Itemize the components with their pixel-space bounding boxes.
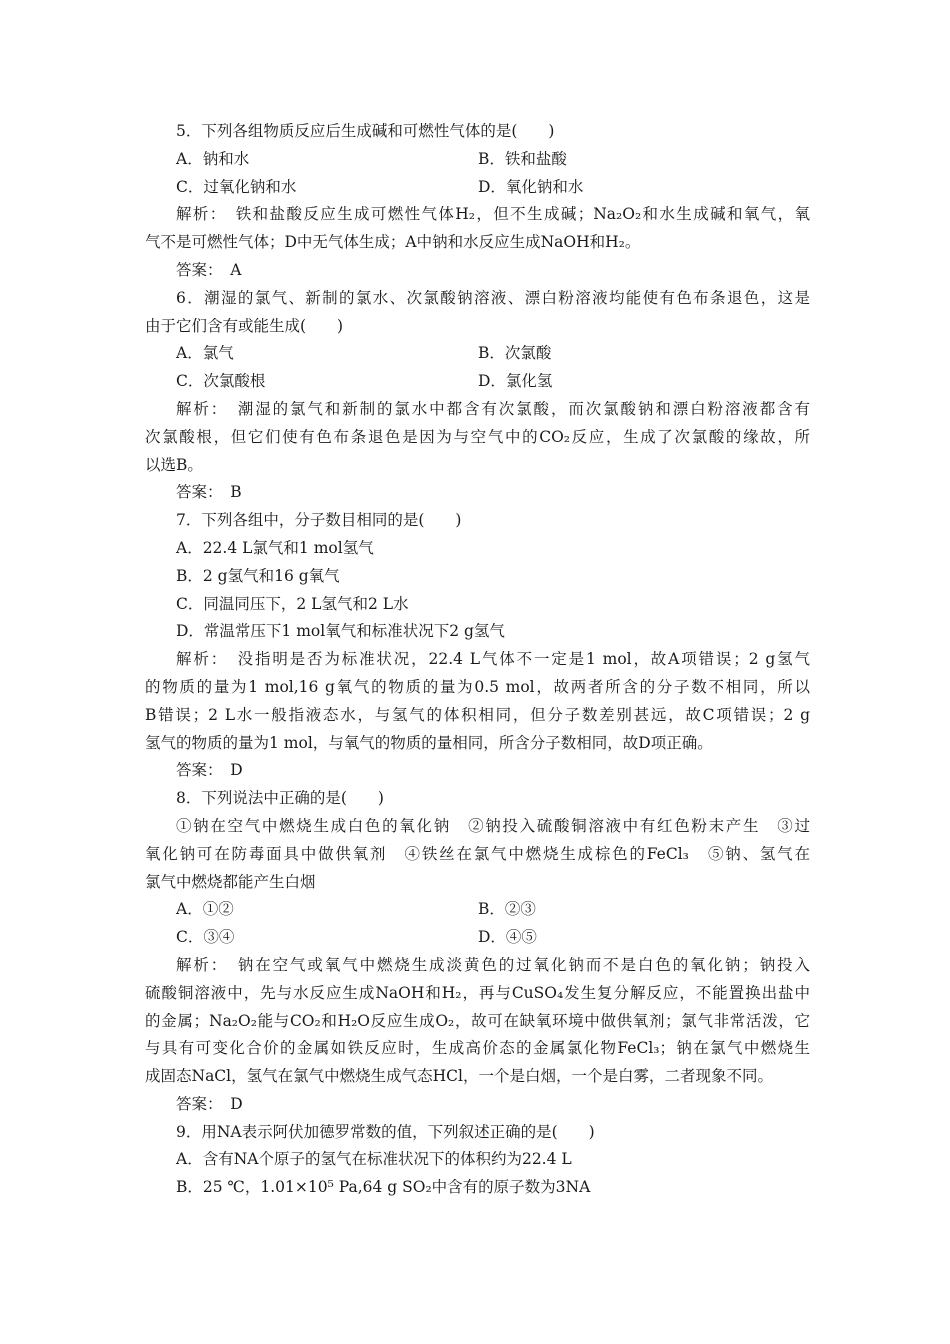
q8-analysis-line-2: 硫酸铜溶液中，先与水反应生成NaOH和H₂，再与CuSO₄发生复分解反应，不能置换出盐中: [145, 983, 810, 1002]
q8-option-a: A．①②: [176, 900, 234, 919]
q8-option-d: D．④⑤: [478, 928, 537, 947]
q6-option-d: D．氯化氢: [478, 372, 553, 391]
q7-stem: 7．下列各组中，分子数目相同的是( ): [176, 511, 462, 530]
q8-answer: 答案： D: [176, 1094, 243, 1113]
q5-option-c: C．过氧化钠和水: [176, 177, 297, 196]
q6-option-b: B．次氯酸: [478, 344, 552, 363]
q5-options-row-2: [145, 174, 810, 202]
q9-stem: 9．用NA表示阿伏加德罗常数的值，下列叙述正确的是( ): [176, 1122, 595, 1141]
q7-analysis-line-2: 的物质的量为1 mol,16 g氧气的物质的量为0.5 mol，故两者所含的分子数不相同，所以: [145, 677, 810, 696]
q8-statement-line-2: 氧化钠可在防毒面具中做供氧剂 ④铁丝在氯气中燃烧生成棕色的FeCl₃ ⑤钠、氢气在: [145, 844, 810, 863]
q8-analysis-line-1: 解析： 钠在空气或氧气中燃烧生成淡黄色的过氧化钠而不是白色的氧化钠；钠投入: [176, 955, 810, 974]
q8-stem: 8．下列说法中正确的是( ): [176, 789, 384, 808]
q5-stem: 5．下列各组物质反应后生成碱和可燃性气体的是( ): [176, 122, 555, 140]
q7-option-c: C．同温同压下，2 L氢气和2 L水: [176, 594, 409, 613]
q5-option-b: B．铁和盐酸: [478, 149, 567, 168]
q6-options-row-2: [145, 368, 810, 396]
q9-option-b: B．25 ℃，1.01×10⁵ Pa,64 g SO₂中含有的原子数为3NA: [176, 1178, 591, 1197]
q5-answer: 答案： A: [176, 260, 242, 279]
q6-options-row-1: [145, 340, 810, 368]
q6-analysis-line-2: 次氯酸根，但它们使有色布条退色是因为与空气中的CO₂反应，生成了次氯酸的缘故，所: [145, 427, 810, 446]
q8-statement-line-1: ①钠在空气中燃烧生成白色的氧化钠 ②钠投入硫酸铜溶液中有红色粉末产生 ③过: [176, 816, 810, 835]
q7-analysis-line-1: 解析： 没指明是否为标准状况，22.4 L气体不一定是1 mol，故A项错误；2 g氢气: [176, 650, 810, 669]
q6-analysis-line-1: 解析： 潮湿的氯气和新制的氯水中都含有次氯酸，而次氯酸钠和漂白粉溶液都含有: [176, 399, 810, 418]
q7-option-b: B．2 g氢气和16 g氧气: [176, 566, 340, 585]
q6-analysis-line-3: 以选B。: [145, 455, 203, 474]
q6-option-c: C．次氯酸根: [176, 372, 266, 391]
q7-option-a: A．22.4 L氯气和1 mol氢气: [176, 538, 374, 557]
q8-option-c: C．③④: [176, 928, 235, 947]
q5-analysis-line-2: 气不是可燃性气体；D中无气体生成；A中钠和水反应生成NaOH和H₂。: [145, 233, 641, 252]
question-content: [145, 118, 810, 1202]
q5-analysis-line-1: 解析： 铁和盐酸反应生成可燃性气体H₂，但不生成碱；Na₂O₂和水生成碱和氧气，氧: [176, 205, 810, 224]
q6-answer: 答案： B: [176, 483, 242, 502]
q7-analysis-line-4: 氢气的物质的量为1 mol，与氧气的物质的量相同，所含分子数相同，故D项正确。: [145, 733, 713, 752]
q8-options-row-1: [145, 896, 810, 924]
q8-options-row-2: [145, 924, 810, 952]
q7-answer: 答案： D: [176, 761, 243, 780]
q5-options-row-1: [145, 146, 810, 174]
q7-option-d: D．常温常压下1 mol氧气和标准状况下2 g氢气: [176, 622, 505, 641]
q6-stem-line-1: 6．潮湿的氯气、新制的氯水、次氯酸钠溶液、漂白粉溶液均能使有色布条退色，这是: [176, 288, 810, 307]
q6-option-a: A．氯气: [176, 344, 234, 363]
q8-analysis-line-3: 的金属；Na₂O₂能与CO₂和H₂O反应生成O₂，故可在缺氧环境中做供氧剂；氯气非常活泼，它: [145, 1011, 810, 1030]
q9-option-a: A．含有NA个原子的氢气在标准状况下的体积约为22.4 L: [176, 1150, 572, 1169]
q6-stem-line-2: 由于它们含有或能生成( ): [145, 316, 344, 335]
q8-analysis-line-5: 成固态NaCl，氢气在氯气中燃烧生成气态HCl，一个是白烟，一个是白雾，二者现象不同。: [145, 1067, 773, 1086]
q8-option-b: B．②③: [478, 900, 536, 919]
q8-analysis-line-4: 与具有可变化合价的金属如铁反应时，生成高价态的金属氯化物FeCl₃；钠在氯气中燃烧生: [145, 1039, 810, 1058]
q5-option-d: D．氧化钠和水: [478, 177, 584, 196]
q7-analysis-line-3: B错误；2 L水一般指液态水，与氢气的体积相同，但分子数差别甚远，故C项错误；2 g: [145, 705, 810, 724]
q5-option-a: A．钠和水: [176, 149, 250, 168]
q8-statement-line-3: 氯气中燃烧都能产生白烟: [145, 872, 316, 891]
